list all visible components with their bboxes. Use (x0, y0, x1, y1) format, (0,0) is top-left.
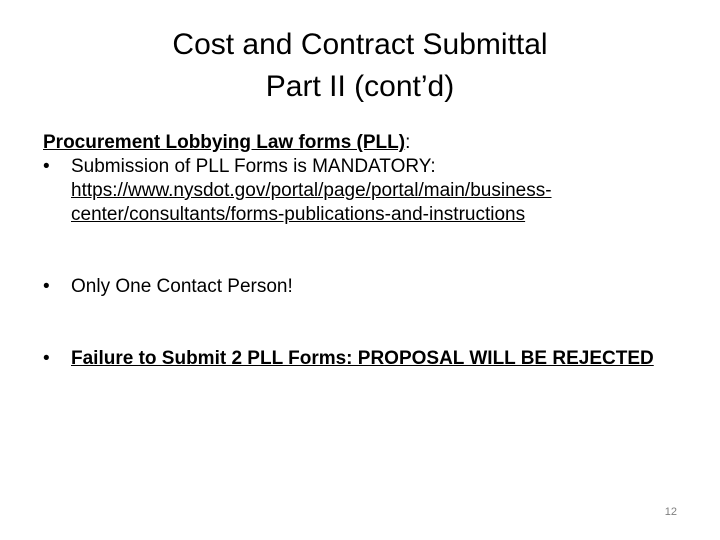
bullet-text-warning: Failure to Submit 2 PLL Forms: PROPOSAL WILL BE REJECTED (71, 348, 654, 369)
section-heading (43, 131, 693, 155)
slide-title (0, 24, 720, 108)
bullet-icon: • (43, 156, 50, 177)
bullet-icon: • (43, 276, 50, 297)
slide-title-line-2: Part II (cont’d) (265, 70, 455, 103)
slide-title-line-1: Cost and Contract Submittal (172, 28, 548, 61)
section-heading-text: Procurement Lobbying Law forms (PLL) (43, 132, 406, 153)
bullet-icon: • (43, 348, 50, 369)
spacer (43, 299, 693, 347)
pll-forms-link[interactable]: https://www.nysdot.gov/portal/page/portal/main/business-center/consultants/forms-publications-and-instructions (71, 180, 552, 225)
page-number: 12 (664, 506, 677, 518)
bullet-row (43, 155, 693, 179)
bullet-text: Submission of PLL Forms is MANDATORY: (71, 156, 436, 177)
bullet-item-rejection (43, 347, 693, 371)
slide-content (43, 131, 693, 371)
bullet-item-mandatory (43, 155, 693, 227)
bullet-text: Only One Contact Person! (71, 276, 293, 297)
spacer (43, 227, 693, 275)
section-heading-colon: : (405, 132, 411, 153)
bullet-item-contact (43, 275, 693, 299)
